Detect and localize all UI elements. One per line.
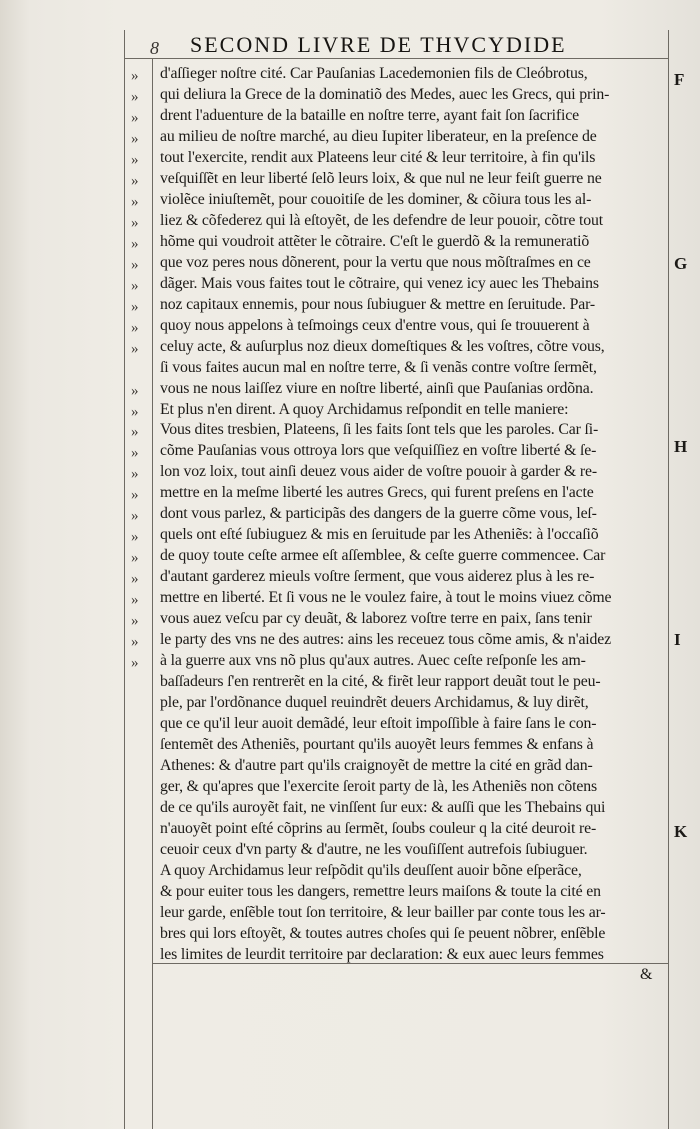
text-line: noz capitaux ennemis, pour nous ſubiuguer & mettre en ſeruitude. Par- [160,295,596,313]
quote-mark: » [131,235,139,252]
quote-mark: » [131,256,139,273]
quote-mark: » [131,550,139,567]
quote-mark: » [131,466,139,483]
body-text [160,64,668,966]
quote-mark: » [131,382,139,399]
text-line: dont vous parlez, & participãs des dangers de la guerre cõme vous, leſ- [160,505,597,523]
quote-mark: » [131,172,139,189]
text-line: celuy acte, & auſurplus noz dieux domeſtiques & les voſtres, cõtre vous, [160,337,605,355]
text-line: veſquiſſẽt en leur liberté ſelõ leurs loix, & que nul ne leur feiſt guerre ne [160,169,602,187]
text-line: les limites de leurdit territoire par declaration: & eux auec leurs femmes [160,945,604,963]
running-head: SECOND LIVRE DE THVCYDIDE [190,32,567,57]
margin-letter-f: F [674,70,685,89]
quote-mark: » [131,634,139,651]
quote-mark: » [131,319,139,336]
text-line: que ce qu'il leur auoit demãdé, leur eſtoit impoſſible à faire ſans le con- [160,715,597,733]
text-line: de quoy toute ceſte armee eſt aſſemblee, & ceſte guerre commencee. Car [160,547,606,565]
quote-mark: » [131,88,139,105]
text-line: Athenes: & d'autre part qu'ils craignoyẽt de mettre la cité en grãd dan- [160,756,593,774]
quote-mark: » [131,655,139,672]
margin-letter-g: G [674,254,688,273]
quote-mark: » [131,508,139,525]
text-line: leur garde, enſẽble tout ſon territoire, & leur bailler par conte tous les ar- [160,903,606,921]
quote-mark: » [131,571,139,588]
text-line: cõme Pauſanias vous ottroya lors que veſquiſſiez en voſtre liberté & ſe- [160,442,597,460]
text-line: drent l'aduenture de la bataille en noſtre terre, ayant fait ſon ſacrifice [160,106,579,124]
text-line: violẽce iniuſtemẽt, pour couoitiſe de les dominer, & cõiura tous les al- [160,190,592,208]
text-line: Et plus n'en dirent. A quoy Archidamus reſpondit en telle maniere: [160,400,569,418]
margin-letter-i: I [674,630,681,649]
text-line: n'auoyẽt point eſté cõprins au ſermẽt, ſoubs couleur q la cité deuroit re- [160,819,597,837]
left-outer-rule [124,30,125,1129]
quote-mark: » [131,487,139,504]
quote-mark: » [131,214,139,231]
quotation-marks-column [131,66,147,674]
text-line: mettre en la meſme liberté les autres Grecs, qui furent preſens en l'acte [160,484,594,502]
text-line: Vous dites tresbien, Plateens, ſi les faits ſont tels que les paroles. Car ſi- [160,421,599,439]
text-line: au milieu de noſtre marché, au dieu Iupiter liberateur, en la preſence de [160,127,597,145]
text-line: lon voz loix, tout ainſi deuez vous aider de voſtre pouoir à garder & re- [160,463,597,481]
quote-mark: » [131,403,139,420]
folio-number: 8 [150,38,159,58]
text-line: quels ont eſté ſubiuguez & mis en ſeruitude par les Atheniẽs: à l'occaſiõ [160,526,599,544]
quote-mark: » [131,424,139,441]
text-line: ple, par l'ordõnance duquel reuindrẽt deuers Archidamus, & luy dirẽt, [160,694,589,712]
text-line: tout l'exercite, rendit aux Plateens leur cité & leur territoire, à fin qu'ils [160,148,596,166]
quote-mark: » [131,68,139,84]
quote-mark [131,360,147,381]
margin-letter-h: H [674,437,688,456]
text-line: vous auez veſcu par cy deuãt, & laborez voſtre terre en paix, ſans tenir [160,610,592,628]
text-line: d'autant garderez mieuls voſtre ſerment, que vous aiderez plus à les re- [160,568,595,586]
text-line: hõme qui voudroit attẽter le cõtraire. C'eſt le guerdõ & la remuneratiõ [160,232,590,250]
quote-mark: » [131,151,139,168]
text-line: mettre en liberté. Et ſi vous ne le voulez faire, à tout le moins viuez cõme [160,589,612,607]
text-line: de ce qu'ils auroyẽt fait, ne vinſſent ſur eux: & auſſi que les Thebains qui [160,798,606,816]
quote-mark: » [131,592,139,609]
text-line: & pour euiter tous les dangers, remettre leurs maiſons & toute la cité en [160,882,601,900]
quote-mark: » [131,298,139,315]
text-line: ceuoir ceux d'vn party & d'autre, ne les vouſiſſent autrefois ſubiuguer. [160,840,588,858]
text-line: le party des vns ne des autres: ains les receuez tous cõme amis, & n'aidez [160,631,612,649]
left-inner-rule [152,58,153,1129]
text-line: ſi vous faites aucun mal en noſtre terre, & ſi venãs contre voſtre ſermẽt, [160,358,597,376]
right-rule [668,30,669,1129]
quote-mark: » [131,529,139,546]
quote-mark: » [131,109,139,126]
text-line: A quoy Archidamus leur reſpõdit qu'ils deuſſent auoir bõne eſperãce, [160,861,582,879]
quote-mark: » [131,613,139,630]
margin-letter-k: K [674,822,688,841]
quote-mark: » [131,445,139,462]
text-line: dãger. Mais vous faites tout le cõtraire, qui venez icy auec les Thebains [160,274,599,292]
quote-mark: » [131,340,139,357]
catchword: & [640,966,653,983]
text-line: liez & cõfederez qui là eſtoyẽt, de les defendre de leur pouoir, cõtre tout [160,211,603,229]
text-line: ger, & qu'apres que l'exercite ſeroit party de là, les Atheniẽs non cõtens [160,777,597,795]
quote-mark: » [131,193,139,210]
text-line: ſentemẽt des Atheniẽs, pourtant qu'ils auoyẽt leurs femmes & enfans à [160,736,594,753]
text-line: à la guerre aux vns nõ plus qu'aux autres. Auec ceſte reſponſe les am- [160,652,586,670]
text-line: quoy nous appelons à teſmoings ceux d'entre vous, qui ſe trouuerent à [160,316,590,334]
quote-mark: » [131,130,139,147]
text-line: qui deliura la Grece de la dominatiõ des Medes, auec les Grecs, qui prin- [160,85,610,103]
text-line: d'aſſieger noſtre cité. Car Pauſanias Lacedemonien fils de Cleóbrotus, [160,65,588,82]
text-line: vous ne nous laiſſez viure en noſtre liberté, ainſi que Pauſanias ordõna. [160,379,594,397]
text-line: bres qui lors eſtoyẽt, & toutes autres choſes qui ſe peuent nõbrer, enſẽble [160,924,606,942]
quote-mark: » [131,277,139,294]
head-rule [124,58,669,59]
text-line: que voz peres nous dõnerent, pour la vertu que nous mõſtraſmes en ce [160,253,591,271]
text-line: baſſadeurs ſ'en rentrerẽt en la cité, & firẽt leur rapport deuãt tout le peu- [160,673,601,691]
